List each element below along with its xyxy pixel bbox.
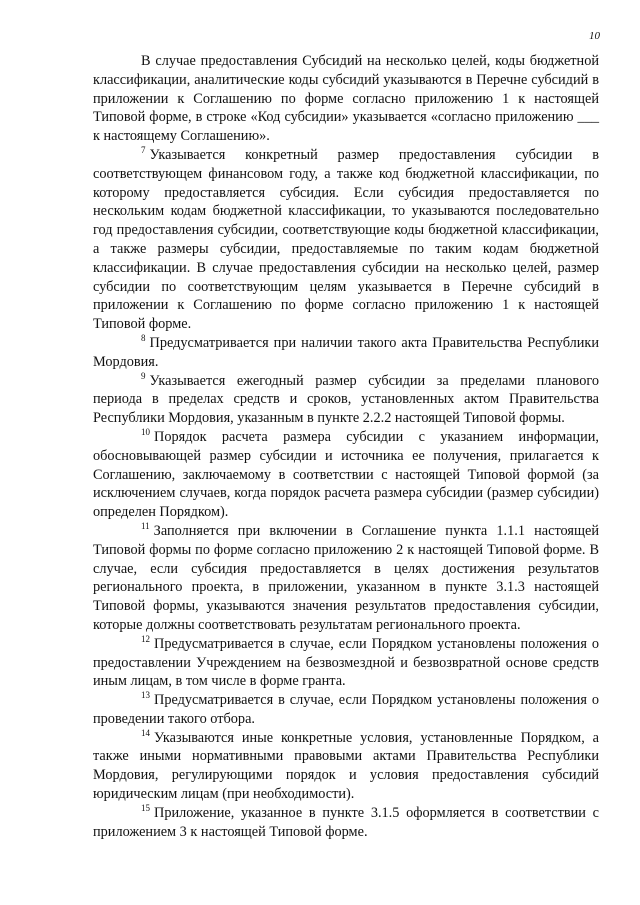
footnote-8	[93, 334, 599, 372]
footnote-text: Предусматривается в случае, если Порядком установлены положения о предоставлении Учреждением на безвозмездной и безвозвратной основе средств иным лицам, в том числе в форме гранта.	[93, 635, 599, 690]
footnote-13	[93, 691, 599, 729]
footnote-marker: 12	[141, 633, 150, 644]
footnote-7	[93, 146, 599, 334]
footnote-10	[93, 428, 599, 522]
footnote-12	[93, 635, 599, 691]
footnote-9	[93, 372, 599, 428]
footnote-marker: 9	[141, 370, 146, 381]
page-number: 10	[589, 30, 600, 42]
footnote-marker: 7	[141, 144, 146, 155]
footnote-text: Порядок расчета размера субсидии с указанием информации, обосновывающей размер субсидии и источника ее получения, прилагается к Соглашению, заключаемому в соответствии с настоящей Типовой формой (за исключением случаев, когда порядок расчета размера субсидии (размер субсидии) определен Порядком).	[93, 428, 599, 521]
footnote-14	[93, 729, 599, 804]
footnote-text: Предусматривается в случае, если Порядком установлены положения о проведении такого отбора.	[93, 692, 599, 727]
footnote-text: Предусматривается при наличии такого акта Правительства Республики Мордовия.	[93, 334, 599, 370]
paragraph-intro	[93, 52, 599, 146]
footnote-marker: 13	[141, 690, 150, 701]
footnote-marker: 11	[141, 520, 150, 531]
footnote-marker: 15	[141, 802, 150, 813]
footnote-marker: 10	[141, 426, 150, 437]
footnote-text: Указывается ежегодный размер субсидии за пределами планового периода в пределах средств и сроков, установленных актом Правительства Республики Мордовия, указанным в пункте 2.2.2 настоящей Типовой формы.	[93, 372, 599, 427]
footnote-text: Указывается конкретный размер предоставления субсидии в соответствующем финансовом году, а также код бюджетной классификации, по которому предоставляется субсидия. Если субсидия предоставляется по нескольким кодам бюджетной классификации, то указываются последовательно год предоставления субсидии, соответствующие коды бюджетной классификации, а также размеры субсидии, предоставляемые по таким кодам бюджетной классификации. В случае предоставления субсидии на несколько целей, размер субсидии по соответствующим целям указывается в Перечне субсидий в приложении к Соглашению по форме согласно приложению 1 к настоящей Типовой форме.	[93, 146, 599, 333]
footnote-text: Приложение, указанное в пункте 3.1.5 оформляется в соответствии с приложением 3 к настоящей Типовой форме.	[93, 804, 599, 840]
footnote-marker: 8	[141, 332, 146, 343]
footnote-text: Заполняется при включении в Соглашение пункта 1.1.1 настоящей Типовой формы по форме согласно приложению 2 к настоящей Типовой форме. В случае, если субсидия предоставляется в целях достижения результатов регионального проекта, в приложении, указанном в пункте 3.1.3 настоящей Типовой формы, указываются значения результатов предоставления субсидии, которые должны соответствовать результатам регионального проекта.	[93, 522, 599, 633]
footnote-marker: 14	[141, 727, 150, 738]
footnote-15	[93, 804, 599, 842]
footnote-text: Указываются иные конкретные условия, установленные Порядком, а также иными нормативными правовыми актами Правительства Республики Мордовия, регулирующими порядок и условия предоставления субсидий юридическим лицам (при необходимости).	[93, 729, 599, 803]
footnote-11	[93, 522, 599, 635]
paragraph-text: В случае предоставления Субсидий на несколько целей, коды бюджетной классификации, аналитические коды субсидий указываются в Перечне субсидий в приложении к Соглашению по форме согласно приложению 1 к настоящей Типовой форме, в строке «Код субсидии» указывается «согласно приложению ___ к настоящему Соглашению».	[93, 53, 599, 145]
footnotes-body	[93, 52, 599, 841]
